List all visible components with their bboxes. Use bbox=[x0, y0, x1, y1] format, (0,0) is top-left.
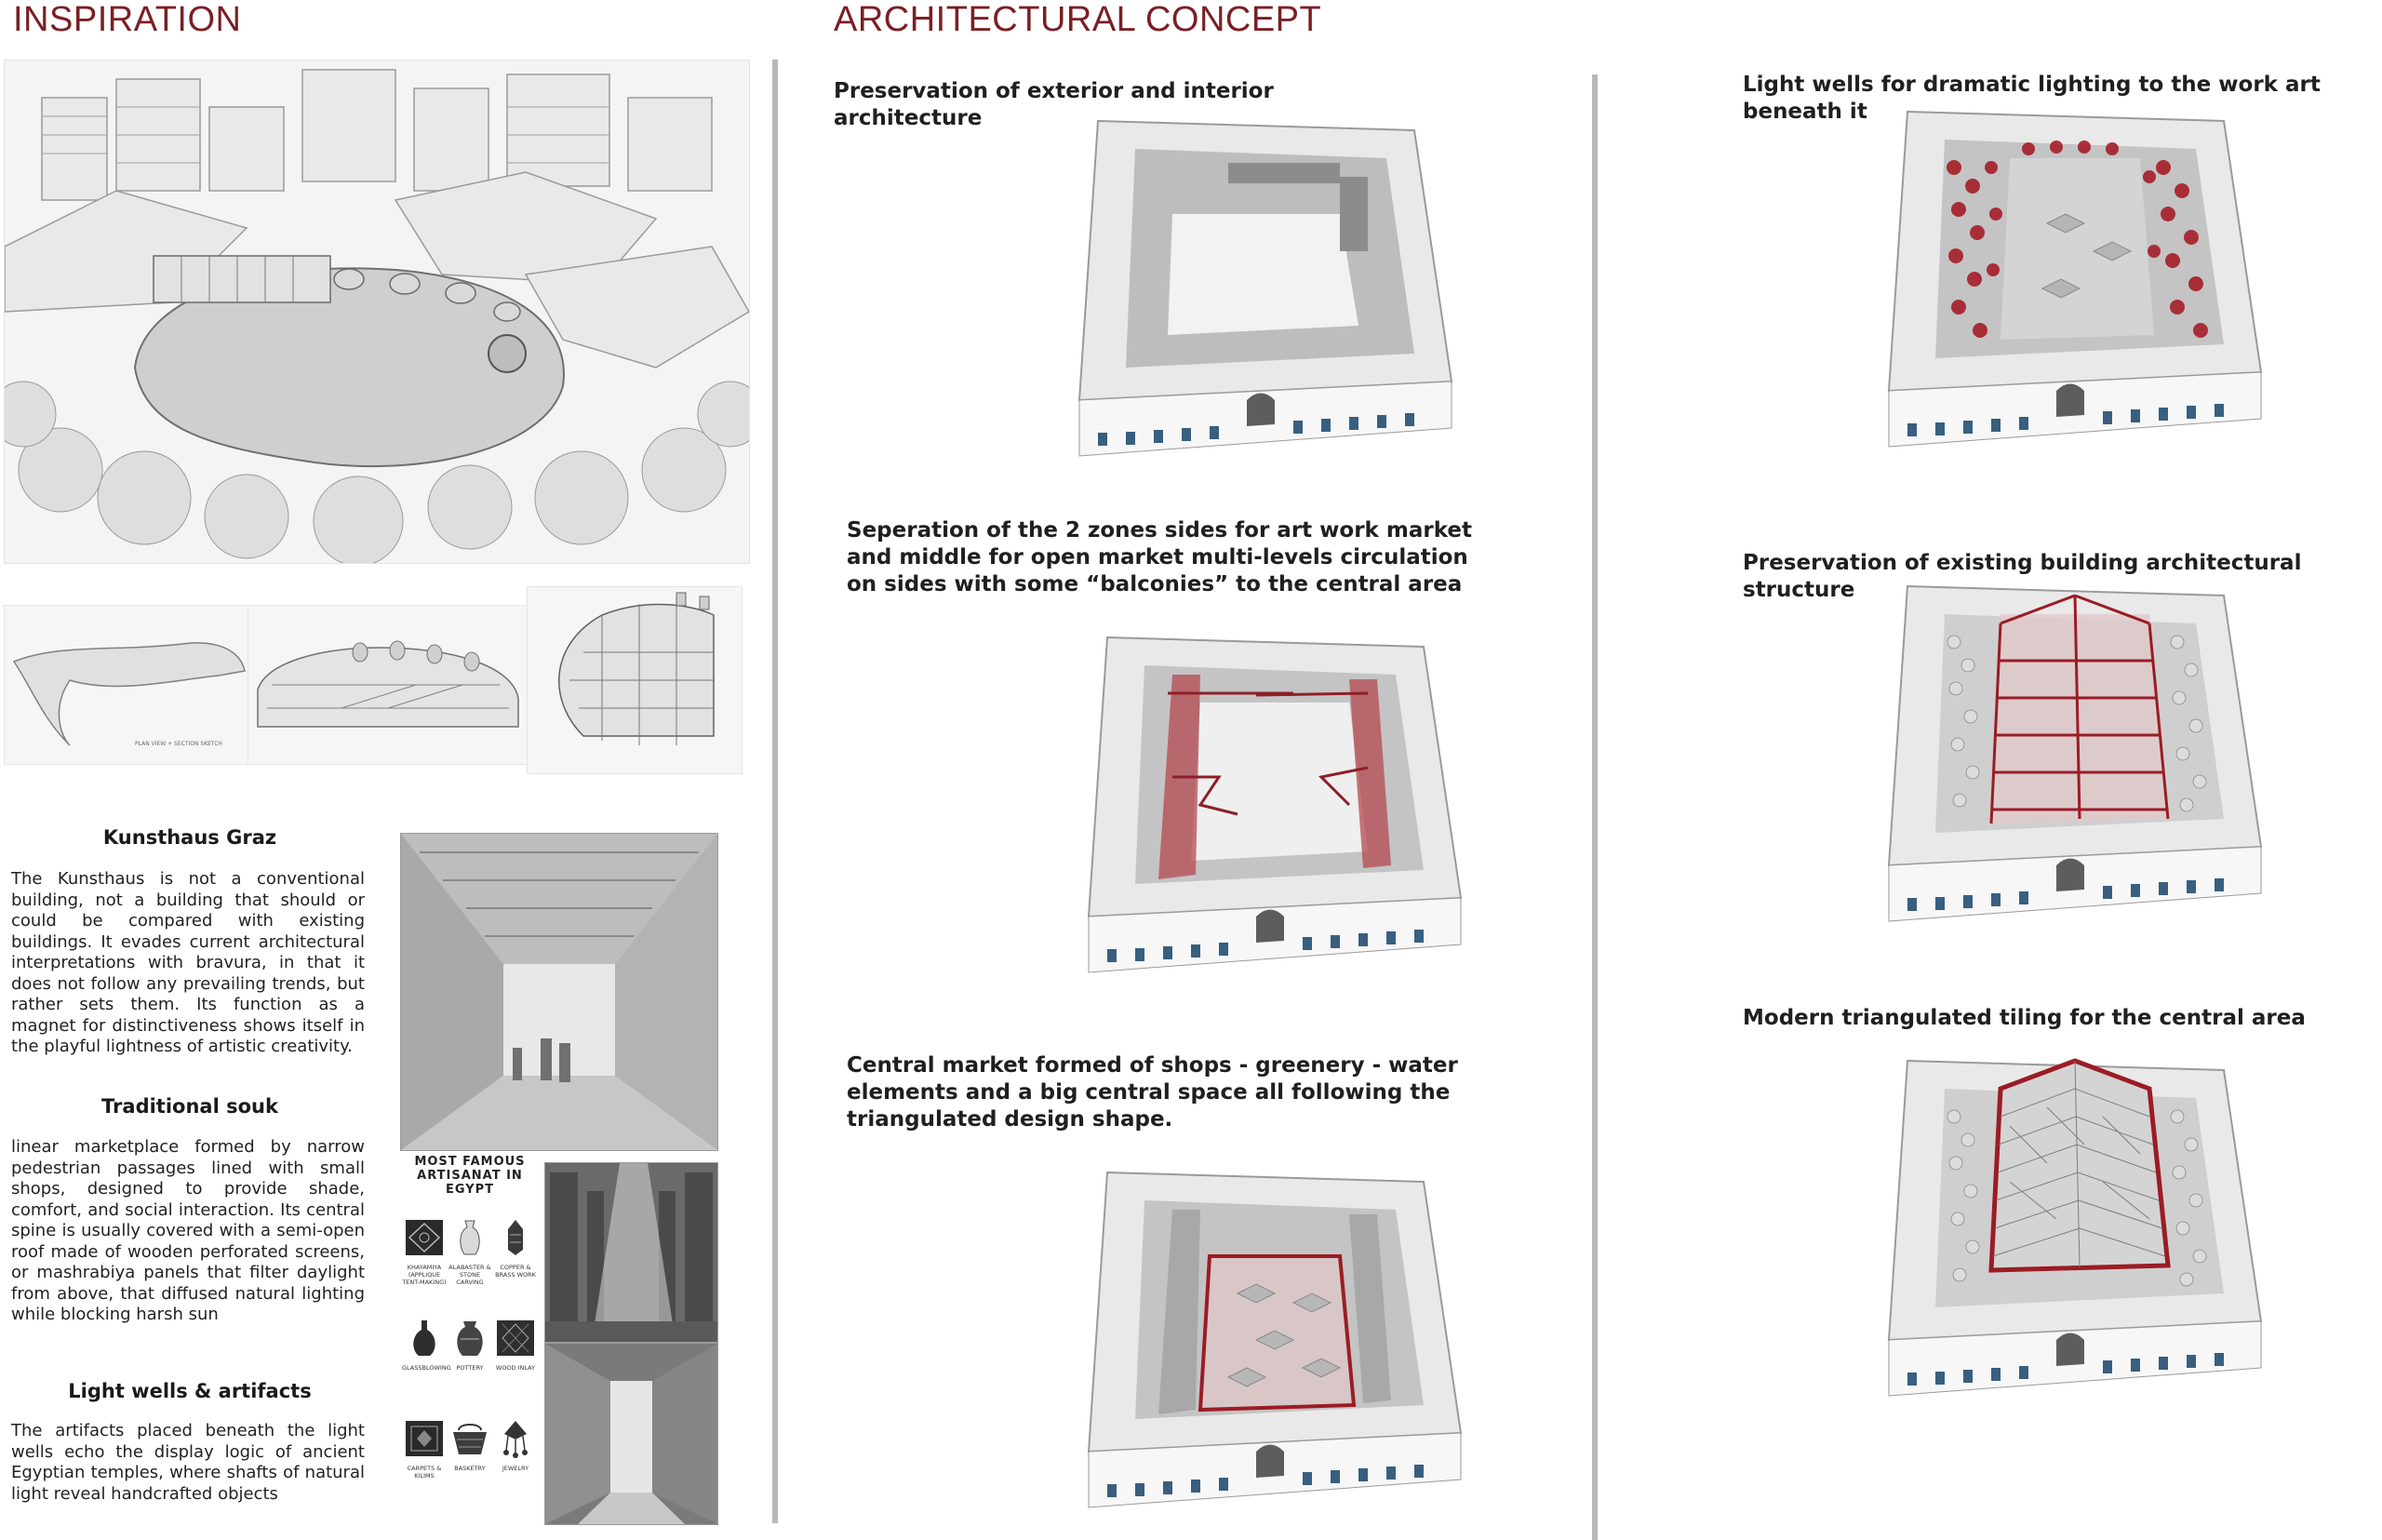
wood-inlay-icon bbox=[495, 1319, 536, 1358]
alabaster-vase-icon bbox=[449, 1218, 490, 1257]
artisanat-item bbox=[402, 1319, 451, 1372]
artisanat-item bbox=[402, 1419, 447, 1480]
concept-caption-6: Modern triangulated tiling for the central area bbox=[1743, 1006, 2306, 1030]
artisanat-title-line1: MOST FAMOUS bbox=[414, 1155, 526, 1169]
model-exterior-interior bbox=[1061, 121, 1526, 465]
artisanat-label: WOOD INLAY bbox=[495, 1364, 536, 1372]
inspiration-heading: INSPIRATION bbox=[13, 0, 242, 39]
model-existing-structure bbox=[1870, 586, 2335, 940]
right-divider bbox=[1592, 74, 1598, 1540]
model-central-market bbox=[1070, 1172, 1535, 1517]
jewelry-icon bbox=[495, 1419, 536, 1458]
3d-section-sketch bbox=[527, 586, 743, 774]
artisanat-item bbox=[493, 1419, 538, 1472]
khayamiya-icon bbox=[404, 1218, 445, 1257]
artisanat-item bbox=[448, 1218, 492, 1286]
model-light-wells bbox=[1870, 112, 2335, 465]
artisanat-title-line2: ARTISANAT IN EGYPT bbox=[417, 1169, 523, 1197]
concept-caption-5: Preservation of existing building architectural structure bbox=[1743, 551, 2302, 602]
souk-description: linear marketplace formed by narrow pedestrian passages lined with small shops, designed to provide shade, comfort, and social interaction. Its central spine is usually covered with a semi-open roof made of wooden perforated screens, or mashrabiya panels that filter daylight from above, that diffused natural lighting while blocking harsh sun bbox=[11, 1137, 365, 1324]
souk-title: Traditional souk bbox=[101, 1095, 278, 1118]
lightwells-title: Light wells & artifacts bbox=[68, 1380, 312, 1402]
artisanat-item bbox=[448, 1419, 492, 1472]
artisanat-item bbox=[402, 1218, 447, 1286]
kunsthaus-title: Kunsthaus Graz bbox=[102, 826, 277, 849]
kunsthaus-sketch bbox=[4, 60, 750, 564]
section-sketch bbox=[248, 605, 529, 765]
plan-view-sketch bbox=[4, 605, 249, 765]
artisanat-label: ALABASTER & STONE CARVING bbox=[448, 1264, 491, 1286]
artisanat-label: BASKETRY bbox=[454, 1465, 486, 1472]
concept-caption-1: Preservation of exterior and interior architecture bbox=[834, 79, 1274, 130]
artisanat-label: POTTERY bbox=[456, 1364, 484, 1372]
artisanat-label: COPPER & BRASS WORK bbox=[495, 1264, 536, 1279]
concept-caption-4: Light wells for dramatic lighting to the work art beneath it bbox=[1743, 73, 2321, 124]
pottery-icon bbox=[449, 1319, 490, 1358]
concept-caption-3: Central market formed of shops - greenery - water elements and a big central space all following the triangulated design shape. bbox=[847, 1053, 1458, 1132]
artisanat-item bbox=[493, 1319, 538, 1372]
artisanat-panel bbox=[400, 1151, 540, 1523]
sketch-note: PLAN VIEW + SECTION SKETCH bbox=[135, 741, 222, 747]
artisanat-label: GLASSBLOWING bbox=[402, 1364, 451, 1372]
temple-corridor-photo bbox=[544, 1343, 718, 1525]
architectural-concept-heading: ARCHITECTURAL CONCEPT bbox=[834, 0, 1322, 39]
carpet-icon bbox=[404, 1419, 445, 1458]
model-zones-separation bbox=[1070, 637, 1535, 982]
artisanat-item bbox=[448, 1319, 492, 1372]
copper-lantern-icon bbox=[495, 1218, 536, 1257]
temple-hall-photo bbox=[544, 1162, 718, 1343]
concept-caption-2: Seperation of the 2 zones sides for art work market and middle for open market multi-levels circulation on sides with some “balconies” to the central area bbox=[847, 518, 1472, 596]
basket-icon bbox=[449, 1419, 490, 1458]
kunsthaus-description: The Kunsthaus is not a conventional building, not a building that should or could be compared with existing buildings. It evades current architectural interpretations with bravura, in that it does not follow any prevailing trends, but rather sets them. Its function as a magnet for distinctiveness shows itself in the playful lightness of artistic creativity. bbox=[11, 869, 365, 1056]
artisanat-label: KHAYAMIYA (APPLIQUE TENT-MAKING) bbox=[402, 1264, 447, 1286]
lightwells-description: The artifacts placed beneath the light wells echo the display logic of ancient Egyptian temples, where shafts of natural light reveal handcrafted objects bbox=[11, 1421, 365, 1504]
left-divider bbox=[772, 60, 778, 1523]
souk-photo bbox=[400, 833, 718, 1151]
artisanat-item bbox=[493, 1218, 538, 1279]
glass-vase-icon bbox=[404, 1319, 445, 1358]
model-triangulated-tiling bbox=[1870, 1061, 2335, 1414]
artisanat-label: CARPETS & KILIMS bbox=[407, 1465, 442, 1480]
artisanat-label: JEWELRY bbox=[502, 1465, 529, 1472]
